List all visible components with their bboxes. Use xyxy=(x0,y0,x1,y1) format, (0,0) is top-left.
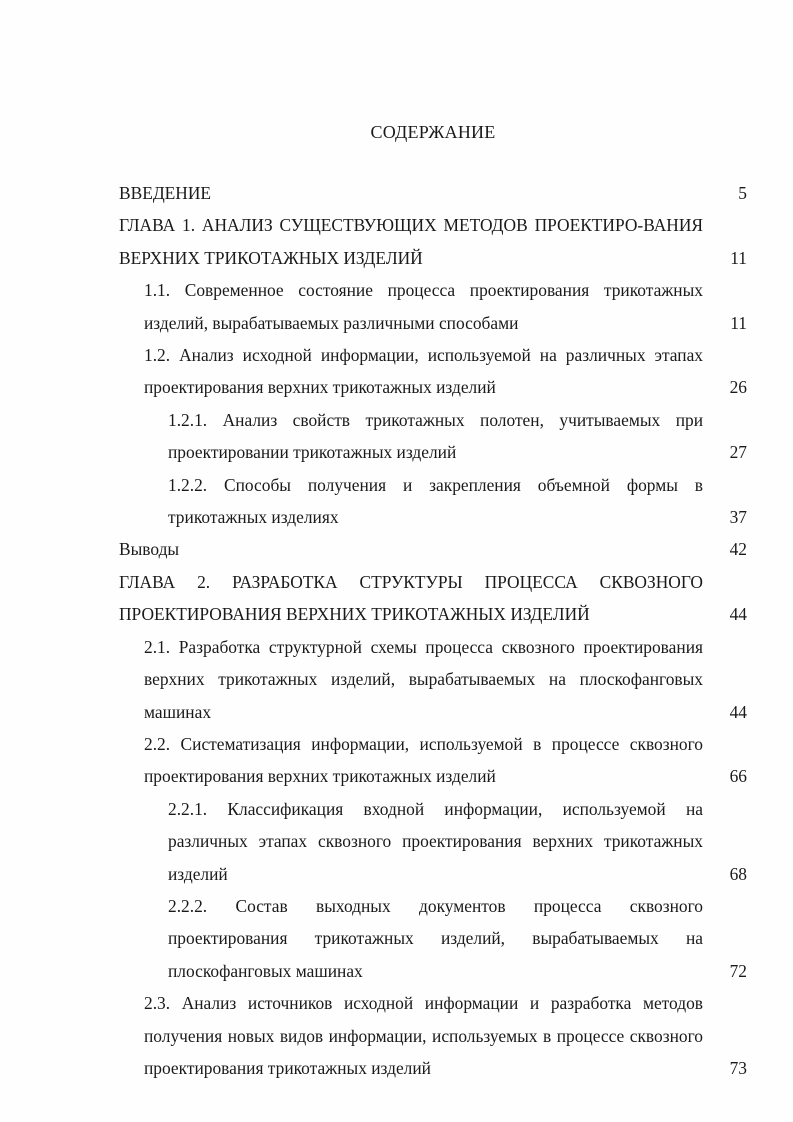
toc-page-number: 26 xyxy=(729,377,747,398)
toc-page-number: 66 xyxy=(729,766,747,787)
toc-page-number: 42 xyxy=(729,539,747,560)
toc-entry-section-1-2-1[interactable] xyxy=(168,404,793,469)
toc-entry-text: 1.2.1. Анализ свойств трикотажных полотен, учитываемых при проектировании трикотажных изделий xyxy=(168,409,703,463)
toc-entry-text: ГЛАВА 2. РАЗРАБОТКА СТРУКТУРЫ ПРОЦЕССА СКВОЗНОГО ПРОЕКТИРОВАНИЯ ВЕРХНИХ ТРИКОТАЖНЫХ ИЗДЕЛИЙ xyxy=(119,571,703,625)
toc-entry-conclusions[interactable] xyxy=(119,533,793,565)
toc-page-number: 37 xyxy=(729,507,747,528)
toc-entry-text: ГЛАВА 1. АНАЛИЗ СУЩЕСТВУЮЩИХ МЕТОДОВ ПРОЕКТИРО-ВАНИЯ ВЕРХНИХ ТРИКОТАЖНЫХ ИЗДЕЛИЙ xyxy=(119,215,703,268)
toc-entry-text: Выводы xyxy=(119,539,180,560)
toc-entry-text: 2.2.1. Классификация входной информации, используемой на различных этапах сквозного проектирования верхних трикотажных изделий xyxy=(168,798,703,884)
toc-page-number: 44 xyxy=(729,604,747,625)
toc-page-number: 5 xyxy=(738,183,747,203)
toc-entry-introduction[interactable] xyxy=(119,177,793,209)
toc-entry-text: 1.2.2. Способы получения и закрепления объемной формы в трикотажных изделиях xyxy=(168,474,703,528)
toc-entry-text: 2.3. Анализ источников исходной информации и разработка методов получения новых видов информации, используемых в процессе сквозного проектирования трикотажных изделий xyxy=(144,993,703,1078)
toc-entry-section-2-1[interactable] xyxy=(144,631,793,728)
toc-page-number: 68 xyxy=(729,863,747,884)
toc-entry-text: 2.1. Разработка структурной схемы процесса сквозного проектирования верхних трикотажных изделий, вырабатываемых на плоскофанговых машинах xyxy=(144,636,703,722)
toc-entry-section-1-2[interactable] xyxy=(144,339,793,404)
toc-entry-text: 2.2.2. Состав выходных документов процесса сквозного проектирования трикотажных изделий, вырабатываемых на плоскофанговых машинах xyxy=(168,895,703,981)
toc-entry-chapter-1[interactable] xyxy=(119,209,793,274)
toc-entry-text: ВВЕДЕНИЕ xyxy=(119,183,212,203)
toc-entry-text: 1.1. Современное состояние процесса проектирования трикотажных изделий, вырабатываемых различными способами xyxy=(144,280,703,333)
toc-entry-section-2-3[interactable] xyxy=(144,987,793,1084)
toc-entry-section-2-2-1[interactable] xyxy=(168,793,793,890)
toc-page-number: 73 xyxy=(729,1057,747,1078)
toc-entry-text: 1.2. Анализ исходной информации, используемой на различных этапах проектирования верхних трикотажных изделий xyxy=(144,345,703,398)
toc-entry-text: 2.2. Систематизация информации, используемой в процессе сквозного проектирования верхних трикотажных изделий xyxy=(144,733,703,787)
toc-entry-section-2-2[interactable] xyxy=(144,728,793,793)
toc-page-number: 11 xyxy=(730,312,747,333)
toc-page-number: 27 xyxy=(729,442,747,463)
page-title: СОДЕРЖАНИЕ xyxy=(370,122,496,142)
toc-entry-section-1-2-2[interactable] xyxy=(168,469,793,534)
table-of-contents xyxy=(0,177,793,1084)
toc-page-number: 72 xyxy=(729,960,747,981)
toc-page-number: 11 xyxy=(730,247,747,268)
toc-entry-section-1-1[interactable] xyxy=(144,274,793,339)
toc-entry-chapter-2[interactable] xyxy=(119,566,793,631)
toc-entry-section-2-2-2[interactable] xyxy=(168,890,793,987)
toc-page-number: 44 xyxy=(729,701,747,722)
